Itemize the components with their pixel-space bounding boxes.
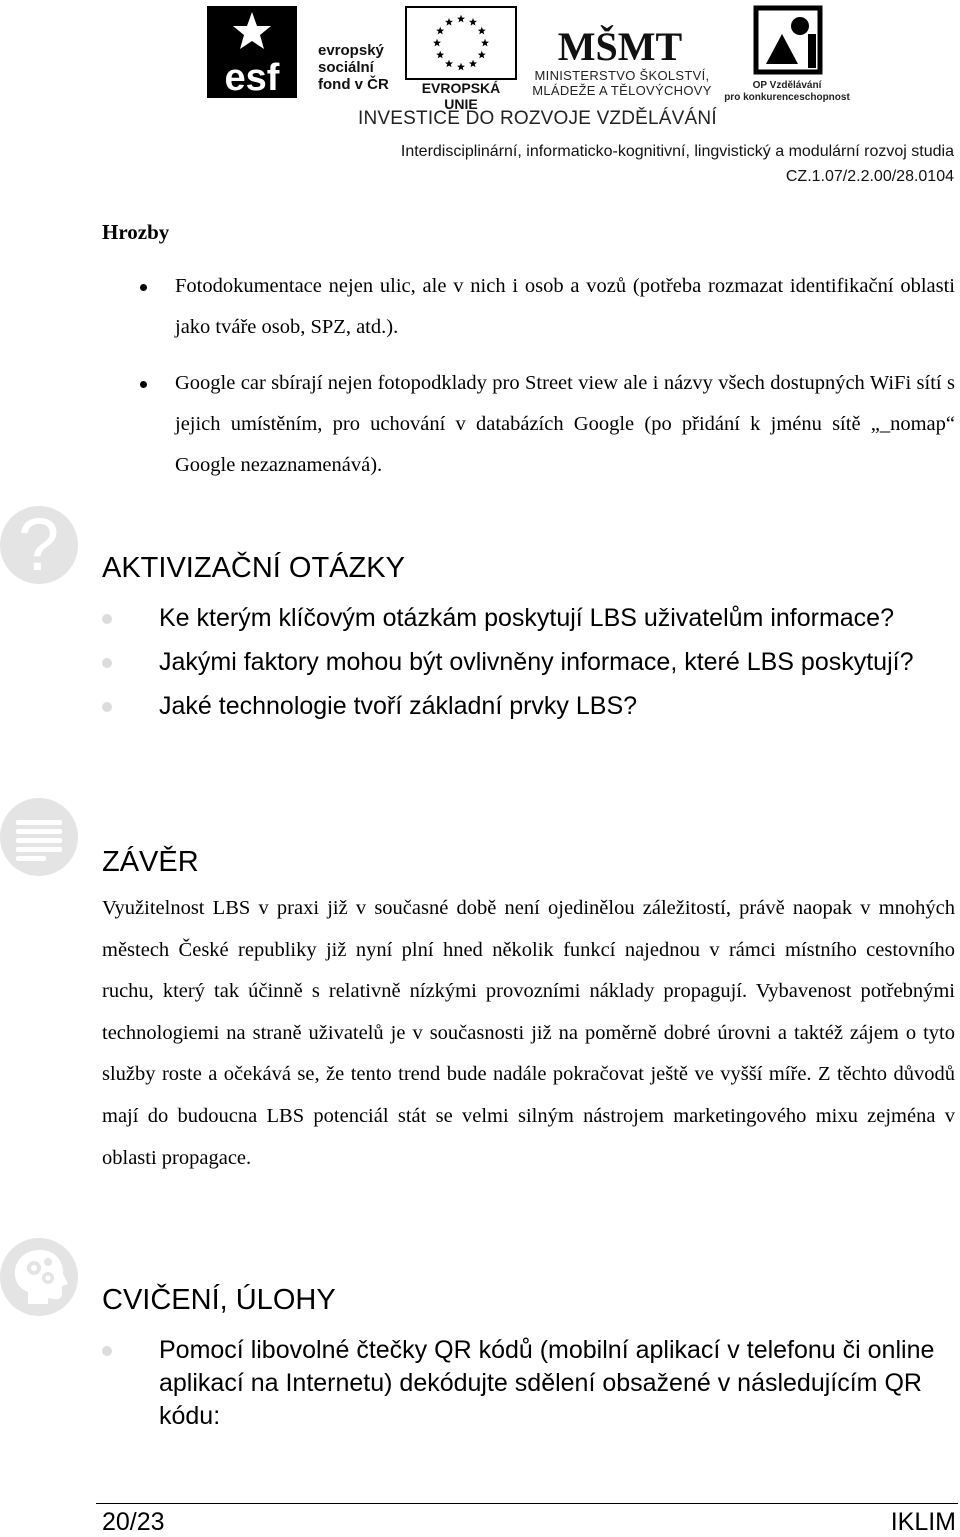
list-item-text: Ke kterým klíčovým otázkám poskytují LBS uživatelům informace?	[159, 604, 894, 632]
msmt-caption	[524, 68, 720, 98]
list-item-text: Jaké technologie tvoří základní prvky LBS?	[159, 692, 638, 720]
footer-divider	[96, 1503, 958, 1504]
threats-heading: Hrozby	[102, 220, 170, 244]
esf-logo	[207, 6, 297, 98]
eu-star-icon	[436, 27, 444, 35]
head-gears-icon	[0, 1238, 78, 1316]
bullet-icon	[140, 284, 147, 291]
bullet-icon	[102, 1346, 112, 1356]
bullet-icon	[102, 614, 112, 624]
eu-star-icon	[457, 63, 465, 71]
list-item	[102, 1334, 955, 1433]
activation-heading: AKTIVIZAČNÍ OTÁZKY	[102, 552, 405, 584]
header-logos	[0, 0, 960, 140]
exercises-list	[102, 1334, 955, 1444]
page-number: 20/23	[102, 1508, 165, 1536]
list-item	[102, 646, 942, 679]
bullet-icon	[102, 658, 112, 668]
eu-star-icon	[469, 18, 477, 26]
footer-label: IKLIM	[890, 1508, 956, 1536]
list-item-text: Pomocí libovolné čtečky QR kódů (mobilní aplikací v telefonu či online aplikací na Internetu) dekódujte sdělení obsažené v následujícím QR kódu:	[159, 1336, 935, 1430]
op-logo-icon	[752, 4, 824, 78]
esf-caption	[318, 42, 389, 93]
esf-caption-line: sociální	[318, 59, 374, 76]
tagline: INVESTICE DO ROZVOJE VZDĚLÁVÁNÍ	[358, 108, 717, 129]
msmt-logo-text: MŠMT	[557, 24, 683, 69]
threats-list	[140, 266, 955, 501]
list-item-text: Google car sbírají nejen fotopodklady pro Street view ale i názvy všech dostupných WiFi sítí s jejich umístěním, pro uchování v databázích Google (po přidání k jménu sítě „_nomap“ Google nezaznamenává).	[175, 372, 955, 476]
list-item	[102, 690, 942, 723]
msmt-caption-line: MINISTERSTVO ŠKOLSTVÍ,	[534, 68, 710, 83]
eu-star-icon	[433, 39, 441, 47]
activation-questions	[102, 602, 942, 734]
eu-star-icon	[457, 15, 465, 23]
eu-caption: EVROPSKÁ UNIE	[421, 80, 501, 112]
esf-logo-text: esf	[224, 57, 280, 99]
list-item-text: Jakými faktory mohou být ovlivněny informace, které LBS poskytují?	[159, 648, 914, 676]
eu-flag-icon	[405, 6, 517, 80]
eu-star-icon	[436, 51, 444, 59]
bullet-icon	[102, 702, 112, 712]
exercises-heading: CVIČENÍ, ÚLOHY	[102, 1284, 336, 1316]
project-code: CZ.1.07/2.2.00/28.0104	[785, 168, 954, 185]
bullet-icon	[140, 381, 147, 388]
op-caption	[722, 80, 852, 104]
eu-star-icon	[445, 18, 453, 26]
text-lines-icon	[0, 798, 78, 876]
op-caption-line: OP Vzdělávání	[752, 80, 822, 91]
esf-caption-line: fond v ČR	[318, 76, 389, 93]
conclusion-text: Využitelnost LBS v praxi již v současné době není ojedinělou záležitostí, právě naopak v mnohých městech České republiky již nyní plní hned několik funkcí najednou v rámci místního cestovního ruchu, který tak účinně s relativně nízkými provozními náklady propagují. Vybavenost potřebnými technologiemi na straně uživatelů je v současnosti již na poměrně dobré úrovni a taktéž zájem o tyto služby roste a očekává se, že tento trend bude nadále pokračovat ještě ve vyšší míře. Z těchto důvodů mají do budoucna LBS potenciál stát se velmi silným nástrojem marketingového mixu zejména v oblasti propagace.	[102, 897, 955, 1169]
project-name: Interdisciplinární, informaticko-kognitivní, lingvistický a modulární rozvoj studia	[400, 143, 954, 160]
eu-star-icon	[481, 39, 489, 47]
list-item-text: Fotodokumentace nejen ulic, ale v nich i osob a vozů (potřeba rozmazat identifikační oblasti jako tváře osob, SPZ, atd.).	[175, 275, 955, 338]
list-item	[102, 602, 942, 635]
list-item	[140, 363, 955, 486]
eu-star-icon	[478, 27, 486, 35]
msmt-caption-line: MLÁDEŽE A TĚLOVÝCHOVY	[532, 83, 712, 98]
eu-star-icon	[445, 60, 453, 68]
eu-star-icon	[469, 60, 477, 68]
op-caption-line: pro konkurenceschopnost	[724, 92, 850, 103]
eu-star-icon	[478, 51, 486, 59]
list-item	[140, 266, 955, 348]
question-mark-glyph: ?	[18, 503, 60, 586]
conclusion-heading: ZÁVĚR	[102, 846, 199, 878]
msmt-logo	[557, 4, 683, 70]
esf-caption-line: evropský	[318, 42, 384, 59]
